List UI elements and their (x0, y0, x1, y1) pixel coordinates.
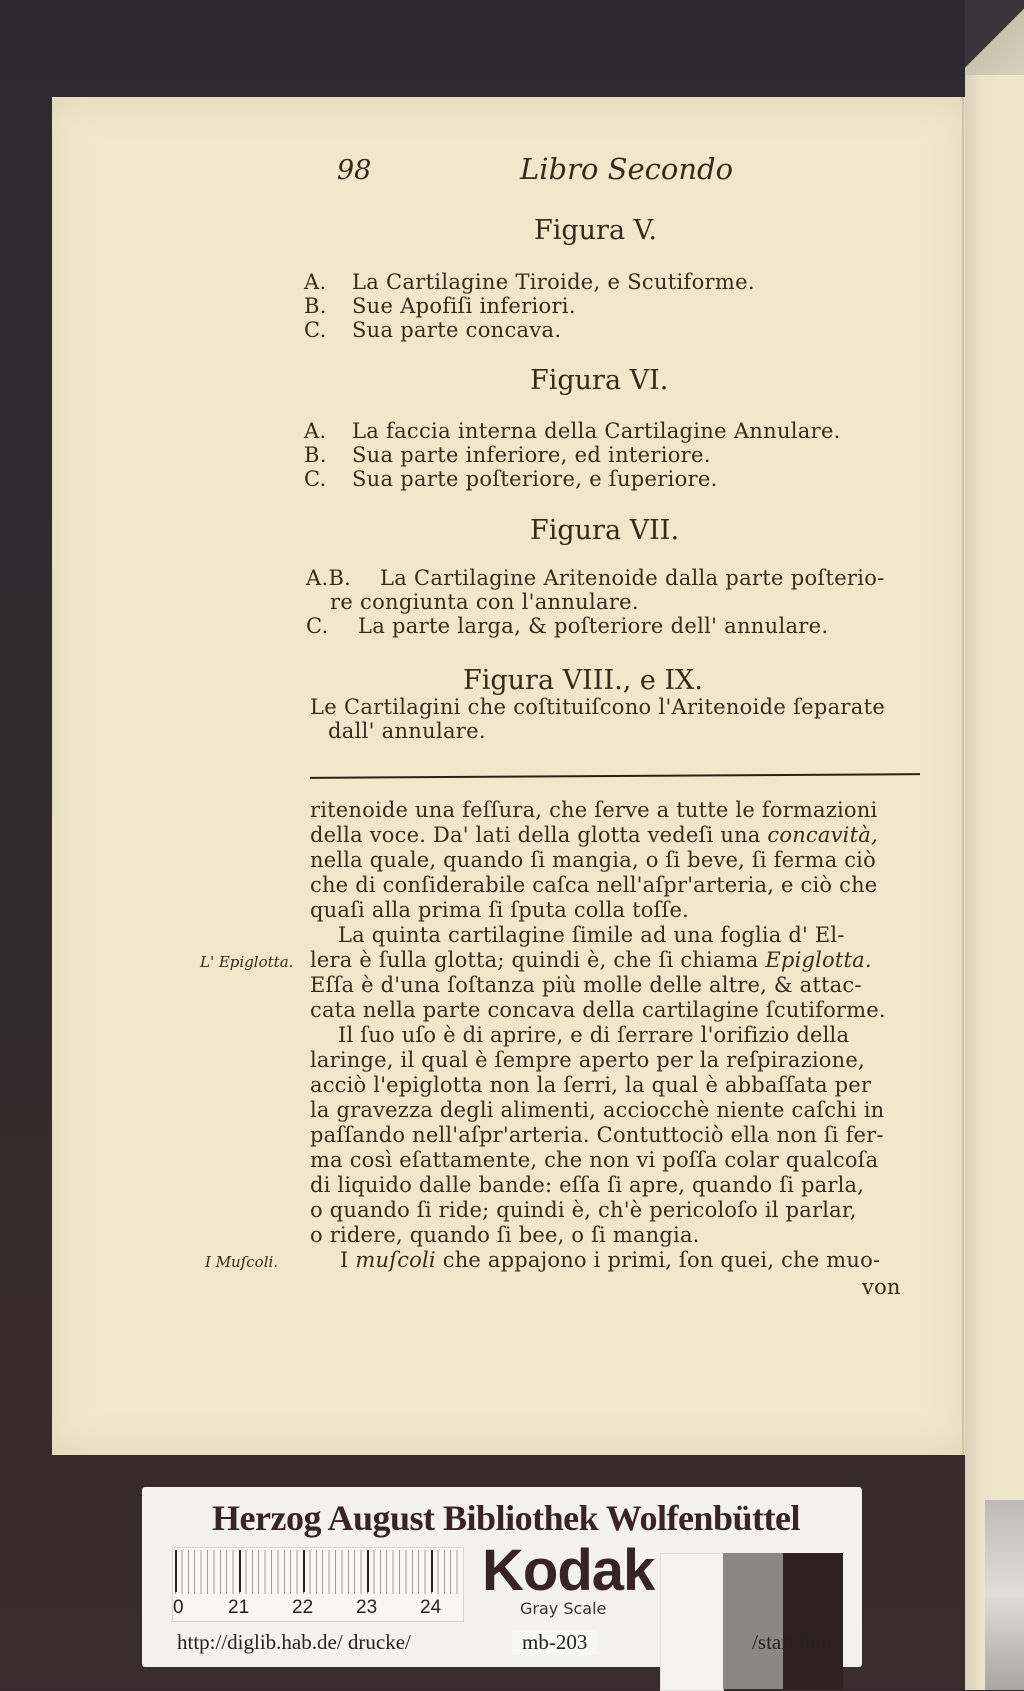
running-title: Libro Secondo (520, 152, 734, 186)
figure-caption: Le Cartilagini che coſtituiſcono l'Aritenoide ſeparate (310, 695, 886, 719)
italic-term: muſcoli (355, 1248, 436, 1272)
figure-caption-continuation: dall' annulare. (328, 719, 486, 743)
gray-swatch-dark (783, 1553, 843, 1689)
body-line (310, 825, 878, 846)
ruler-label: 23 (356, 1597, 378, 1618)
item-label: C. (306, 614, 329, 638)
ruler-label: 0 (173, 1597, 184, 1618)
figure-item (304, 445, 711, 466)
item-label: C. (304, 318, 327, 342)
item-label: B. (304, 294, 327, 318)
shelfmark: mb-203 (512, 1630, 597, 1655)
ruler-major-tick (367, 1550, 369, 1592)
body-line: quaſi alla prima ſi ſputa colla toſſe. (310, 898, 690, 922)
figure-title-viii-ix: Figura VIII., e IX. (463, 665, 703, 696)
library-scan-card (142, 1487, 862, 1667)
figure-item (304, 421, 841, 442)
body-line: acciò l'epiglotta non la ſerri, la qual è abbaſſata per (310, 1073, 872, 1097)
figure-title-v: Figura V. (534, 215, 657, 246)
italic-term: concavità, (767, 823, 878, 847)
figure-item (304, 469, 718, 490)
body-line: che di conſiderabile caſca nell'aſpr'arteria, e ciò che (310, 873, 878, 897)
body-line: o ridere, quando ſi bee, o ſi mangia. (310, 1223, 700, 1247)
figure-item (304, 296, 576, 317)
item-text: La Cartilagine Aritenoide dalla parte poſterio- (380, 566, 885, 590)
body-line: la gravezza degli alimenti, acciocchè niente caſchi in (310, 1098, 885, 1122)
item-label: A. (304, 270, 327, 294)
body-line: o quando ſi ride; quindi è, ch'è pericoloſo il parlar, (310, 1198, 857, 1222)
ruler-minor-ticks (175, 1550, 461, 1594)
adjacent-page-corner (965, 0, 1024, 75)
body-line (310, 950, 872, 971)
ruler-label: 21 (228, 1597, 250, 1618)
url-suffix: /start.htm (752, 1630, 832, 1654)
library-name: Herzog August Bibliothek Wolfenbüttel (212, 1498, 800, 1538)
body-line: paſſando nell'aſpr'arteria. Contuttociò ella non ſi fer- (310, 1123, 884, 1147)
page-fold-line (962, 97, 964, 1455)
figure-title-vi: Figura VI. (530, 365, 669, 396)
item-label: A. (304, 419, 327, 443)
ruler-major-tick (431, 1550, 433, 1592)
kodak-logo: Kodak (482, 1538, 655, 1603)
body-line: La quinta cartilagine ſimile ad una foglia d' El- (338, 923, 845, 947)
item-text: La Cartilagine Tiroide, e Scutiforme. (352, 270, 755, 294)
figure-item (304, 320, 561, 341)
margin-note-epiglotta: L' Epiglotta. (200, 953, 294, 971)
ruler-major-tick (239, 1550, 241, 1592)
ruler-major-tick (175, 1550, 177, 1592)
ruler-label: 24 (420, 1597, 442, 1618)
item-text: Sue Apofiſi inferiori. (352, 294, 576, 318)
margin-note-muscoli: I Muſcoli. (205, 1253, 279, 1271)
item-text: Sua parte inferiore, ed interiore. (352, 443, 711, 467)
body-line: ritenoide una feſſura, che ſerve a tutte le formazioni (310, 798, 878, 822)
page-number: 98 (337, 155, 372, 186)
body-text: I (340, 1248, 349, 1272)
item-label: C. (304, 467, 327, 491)
item-text: La parte larga, & poſteriore dell' annulare. (358, 614, 829, 638)
ruler-major-tick (303, 1550, 305, 1592)
figure-item (306, 616, 828, 637)
body-line: di liquido dalle bande: eſſa ſi apre, quando ſi parla, (310, 1173, 865, 1197)
item-text: La faccia interna della Cartilagine Annulare. (352, 419, 841, 443)
ruler-label: 22 (292, 1597, 314, 1618)
item-label: A.B. (306, 566, 352, 590)
body-line: nella quale, quando ſi mangia, o ſi beve, ſi ferma ciò (310, 848, 876, 872)
gray-swatch-mid (723, 1553, 783, 1689)
figure-item (306, 568, 885, 589)
body-line: Il ſuo uſo è di aprire, e di ſerrare l'orifizio della (338, 1023, 850, 1047)
body-line: laringe, il qual è ſempre aperto per la reſpirazione, (310, 1048, 865, 1072)
item-text: Sua parte concava. (352, 318, 562, 342)
gray-swatch-white (660, 1553, 724, 1691)
item-text: Sua parte poſteriore, e ſuperiore. (352, 467, 718, 491)
body-text: lera è ſulla glotta; quindi è, che ſi chiama (310, 948, 759, 972)
body-text: della voce. Da' lati della glotta vedeſi una (310, 823, 761, 847)
adjacent-page-bottom (985, 1500, 1024, 1690)
body-text: che appajono i primi, ſon quei, che muo- (442, 1248, 881, 1272)
adjacent-page-edge (965, 0, 1024, 1690)
italic-term: Epiglotta. (765, 948, 872, 972)
catchword: von (862, 1275, 901, 1299)
figure-item (304, 272, 755, 293)
gray-scale-label: Gray Scale (520, 1599, 607, 1618)
body-line: cata nella parte concava della cartilagine ſcutiforme. (310, 998, 886, 1022)
body-line (340, 1250, 880, 1271)
item-label: B. (304, 443, 327, 467)
figure-title-vii: Figura VII. (530, 515, 680, 546)
url-prefix: http://diglib.hab.de/ drucke/ (177, 1630, 411, 1654)
body-line: Eſſa è d'una ſoſtanza più molle delle altre, & attac- (310, 973, 862, 997)
body-line: ma così eſattamente, che non vi poſſa colar qualcoſa (310, 1148, 879, 1172)
measurement-ruler (172, 1547, 464, 1622)
figure-item-continuation: re congiunta con l'annulare. (330, 590, 639, 614)
